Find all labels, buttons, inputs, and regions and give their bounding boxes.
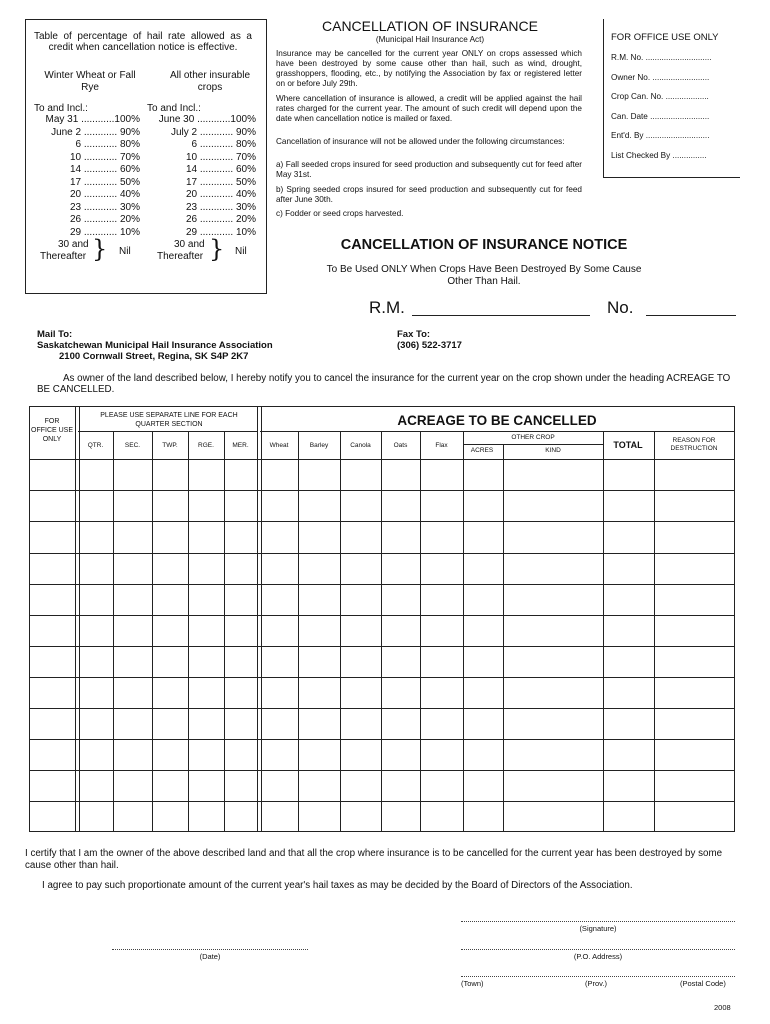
rate-row: 29 ............ 10% [185,226,256,238]
rate-row: 10 ............ 70% [69,151,140,163]
acres-header: ACRES [470,447,494,454]
rate-row: June 30 ............100% [158,114,256,125]
total-header: TOTAL [613,440,643,450]
notice-sub-1: To Be Used ONLY When Crops Have Been Destroyed By Some Cause [326,264,642,275]
prov-label: (Prov.) [585,979,607,988]
cancellation-title: CANCELLATION OF INSURANCE [322,18,538,34]
rate-row: 17 ............ 50% [185,176,256,188]
postal-label: (Postal Code) [680,979,726,988]
fax-to-label: Fax To: [397,329,431,340]
rate-row: 17 ............ 50% [69,176,140,188]
certify-statement: I certify that I am the owner of the above described land and that all the crop where insurance is to be cancelled for the current year has been destroyed by some cause other than hail. [25,848,723,871]
rate-row: June 2 ............ 90% [51,126,140,138]
thereafter-2a: 30 and [174,239,205,250]
rate-row: 14 ............ 60% [69,164,140,175]
rate-row: 14 ............ 60% [185,164,256,175]
mail-to-label: Mail To: [37,329,73,340]
rate-row: 23 ............ 30% [185,201,256,213]
header-twp: TWP. [162,442,178,449]
rate-row: 23 ............ 30% [69,201,140,213]
rate-row: 6 ............ 80% [191,139,256,150]
office-entd-by: Ent'd. By ............................ [611,131,710,140]
po-address-label: (P.O. Address) [573,952,623,961]
office-can-date: Can. Date .......................... [611,112,710,121]
mail-to-address: 2100 Cornwall Street, Regina, SK S4P 2K7 [59,351,249,362]
owner-statement: As owner of the land described below, I hereby notify you to cancel the insurance for the current year on the crop shown under the heading ACREAGE TO BE CANCELLED. [37,373,731,395]
cancellation-b: b) Spring seeded crops insured for seed production and subsequently cut for feed after June 30th. [276,185,582,204]
date-label: (Date) [199,952,221,961]
rate-row: 26 ............ 20% [185,214,256,225]
brace-2: } [209,235,225,263]
winter-wheat-heading: Winter Wheat or Fall Rye [44,70,136,93]
rate-row: 20 ............ 40% [69,189,140,200]
signature-line[interactable] [461,921,735,922]
notice-sub-2: Other Than Hail. [447,276,521,287]
town-label: (Town) [461,979,484,988]
rate-table-intro: Table of percentage of hail rate allowed as a credit when cancellation notice is effective. [34,31,252,53]
fax-number: (306) 522-3717 [397,340,462,351]
thereafter-1a: 30 and [58,239,89,250]
town-line[interactable] [461,976,735,977]
other-crop-header: OTHER CROP [511,434,555,441]
office-use-title: FOR OFFICE USE ONLY [611,32,719,43]
notice-title: CANCELLATION OF INSURANCE NOTICE [340,237,628,253]
other-crops-heading: All other insurable crops [169,70,251,93]
header-rge: RGE. [198,442,214,449]
rate-row: 29 ............ 10% [69,226,140,238]
cancellation-p2: Where cancellation of insurance is allowed, a credit will be applied against the hail rates charged for the current year. The amount of such credit will depend upon the date when cancellation notice is mailed or faxed. [276,94,582,123]
nil-2: Nil [235,246,247,257]
header-sec: SEC. [124,442,141,449]
date-line[interactable] [112,949,308,950]
acreage-title: ACREAGE TO BE CANCELLED [397,413,597,428]
nil-1: Nil [119,246,131,257]
agree-statement: I agree to pay such proportionate amount of the current year's hail taxes as may be decided by the Board of Directors of the Association. [42,880,633,891]
office-owner-no: Owner No. ......................... [611,73,710,82]
header-barley: Barley [309,442,329,449]
kind-header: KIND [545,447,561,454]
brace-1: } [92,235,108,263]
header-oats: Oats [393,442,408,449]
po-address-line[interactable] [461,949,735,950]
for-office-use-header: FOR OFFICE USE ONLY [31,418,74,443]
header-canola: Canola [350,442,371,449]
rate-row: 26 ............ 20% [69,214,140,225]
col1-to-incl: To and Incl.: [34,103,88,114]
header-wheat: Wheat [269,442,289,449]
rate-row: 6 ............ 80% [75,139,140,150]
form-year: 2008 [714,1003,731,1012]
cancellation-subtitle: (Municipal Hail Insurance Act) [375,35,485,44]
mail-to-org: Saskatchewan Municipal Hail Insurance Association [37,340,273,351]
rate-row: 20 ............ 40% [185,189,256,200]
header-flax: Flax [435,442,448,449]
office-list-checked: List Checked By ............... [611,151,707,160]
header-qtr: QTR. [87,442,104,449]
office-crop-can-no: Crop Can. No. ................... [611,92,709,101]
thereafter-2b: Thereafter [157,251,204,262]
rate-row: May 31 ............100% [45,114,140,125]
thereafter-1b: Thereafter [40,251,87,262]
rate-row: July 2 ............ 90% [170,126,256,138]
cancellation-p1: Insurance may be cancelled for the current year ONLY on crops assessed which have been destroyed by some cause other than hail, such as wind, drought, grasshoppers, flooding, etc., by notifying the Association by fax or registered letter on or before July 29th. [276,49,582,88]
separate-line-header: PLEASE USE SEPARATE LINE FOR EACH QUARTER SECTION [100,412,238,428]
header-mer: MER. [232,442,249,449]
cancellation-a: a) Fall seeded crops insured for seed production and subsequently cut for feed after May 31st. [276,160,582,179]
no-label: No. [607,298,634,317]
office-rm-no: R.M. No. ............................. [611,53,712,62]
signature-label: (Signature) [579,924,617,933]
rate-row: 10 ............ 70% [185,151,256,163]
cancellation-p3: Cancellation of insurance will not be allowed under the following circumstances: [276,137,565,146]
rm-label: R.M. [369,298,405,317]
col2-to-incl: To and Incl.: [147,103,201,114]
cancellation-c: c) Fodder or seed crops harvested. [276,209,404,218]
reason-header: REASON FOR DESTRUCTION [670,437,718,452]
